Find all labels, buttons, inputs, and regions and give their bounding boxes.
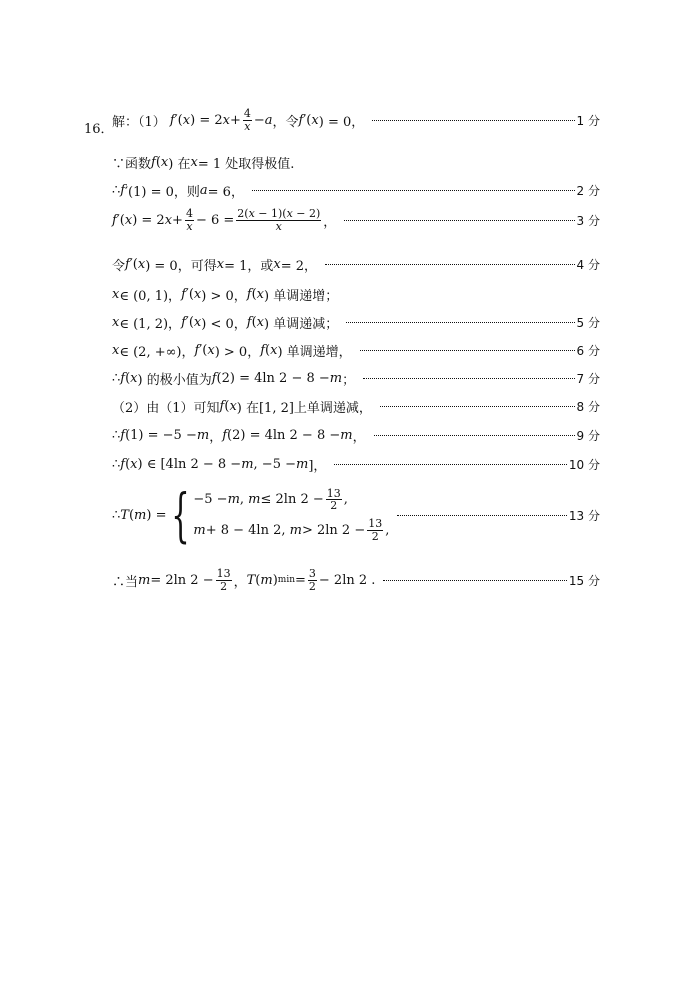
- solution-line-6: x ∈ (0, 1)， f ′( x ) > 0， f ( x ) 单调递增；: [112, 287, 339, 304]
- solution-line-8: x ∈ (2, +∞)， f ′( x ) > 0， f ( x ) 单调递增， 6 分: [112, 343, 600, 360]
- solution-line-13: ∴ T ( m ) = { −5 − m , m ≤ 2ln 2 − $\frac{13}{2}$ , m + 8 − 4ln 2, m > 2ln 2 − $\frac{13}{2}$ , 13 分: [112, 481, 600, 549]
- solution-line-10: （2）由（1）可知 f ( x ) 在[1, 2]上单调递减， 8 分: [112, 399, 600, 416]
- solution-line-4: f ′( x ) = 2 x + $\frac{4}{x}$ − 6 = $\frac{2(x - 1)(x - 2)}{x}$ ， 3 分: [112, 207, 600, 233]
- score-mark: 3 分: [576, 213, 600, 228]
- score-mark: 9 分: [576, 429, 600, 443]
- dotted-leader: [372, 120, 574, 121]
- solution-line-14: ∴当 m = 2ln 2 − $\frac{13}{2}$ ， T ( m ) min = $\frac{3}{2}$ − 2ln 2 . 15 分: [112, 567, 600, 593]
- solution-line-1: 解：（1） f ′( x ) = 2 x + $\frac{4}{x}$ − a ，令 f ′( x ) = 0， 1 分: [112, 107, 600, 133]
- score-mark: 1 分: [576, 113, 600, 128]
- problem-number: 16．: [84, 122, 114, 137]
- score-mark: 7 分: [576, 372, 600, 386]
- dotted-leader: [346, 322, 574, 323]
- dotted-leader: [383, 580, 567, 581]
- solution-line-7: x ∈ (1, 2)， f ′( x ) < 0， f ( x ) 单调递减； 5 分: [112, 315, 600, 332]
- score-mark: 2 分: [576, 184, 600, 198]
- dotted-leader: [374, 435, 575, 436]
- score-mark: 15 分: [568, 573, 600, 588]
- solution-line-11: ∴ f (1) = −5 − m ， f (2) = 4ln 2 − 8 − m ， 9 分: [112, 428, 600, 445]
- dotted-leader: [380, 406, 575, 407]
- dotted-leader: [344, 220, 574, 221]
- dotted-leader: [397, 515, 567, 516]
- solution-line-9: ∴ f ( x ) 的极小值为 f (2) = 4ln 2 − 8 − m ； 7 分: [112, 371, 600, 388]
- score-mark: 10 分: [568, 458, 600, 472]
- score-mark: 6 分: [576, 344, 600, 358]
- left-brace: {: [171, 481, 191, 549]
- dotted-leader: [252, 190, 575, 191]
- score-mark: 8 分: [576, 400, 600, 414]
- dotted-leader: [363, 378, 574, 379]
- score-mark: 13 分: [568, 508, 600, 523]
- solution-line-2: ∵函数 f ( x ) 在 x = 1 处取得极值.: [112, 155, 295, 172]
- dotted-leader: [360, 350, 575, 351]
- score-mark: 5 分: [576, 316, 600, 330]
- dotted-leader: [334, 464, 567, 465]
- solution-line-5: 令 f ′( x ) = 0，可得 x = 1，或 x = 2， 4 分: [112, 257, 600, 274]
- score-mark: 4 分: [576, 258, 600, 272]
- dotted-leader: [325, 264, 575, 265]
- solution-line-3: ∴ f ′(1) = 0，则 a = 6， 2 分: [112, 183, 600, 200]
- solution-line-12: ∴ f ( x ) ∈ [4ln 2 − 8 − m , −5 − m ]， 10 分: [112, 457, 600, 474]
